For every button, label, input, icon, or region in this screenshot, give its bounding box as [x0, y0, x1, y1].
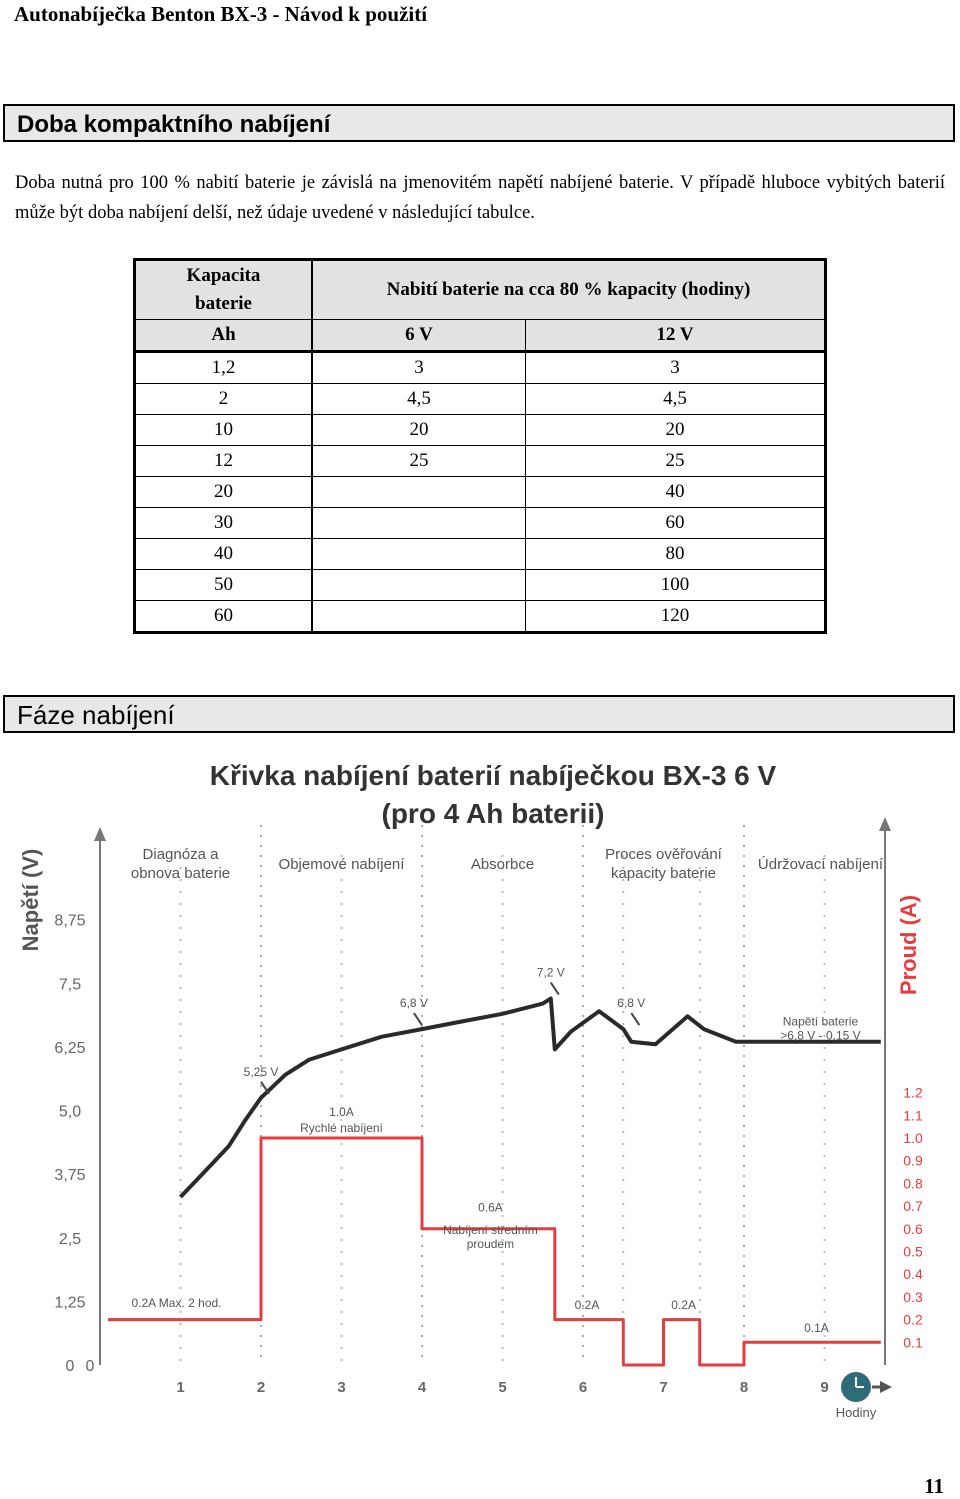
voltage-curve — [181, 999, 881, 1198]
document-title: Autonabíječka Benton BX-3 - Návod k použití — [14, 2, 428, 26]
chart-annotation: 0.6A — [478, 1200, 503, 1215]
chart-annotation: Rychlé nabíjení — [300, 1121, 383, 1135]
chart-annotation: 5,25 V — [243, 1064, 279, 1079]
cell-6v: 4,5 — [312, 384, 526, 415]
y-right-tick-label: 1.1 — [903, 1107, 923, 1124]
x-tick-label: 9 — [820, 1379, 829, 1396]
subheader-ah: Ah — [135, 320, 313, 352]
chart-annotation: 0.1A — [804, 1320, 829, 1335]
chart-subtitle: (pro 4 Ah baterii) — [381, 798, 605, 829]
x-origin-label: 0 — [85, 1358, 95, 1375]
y-right-tick-label: 0.3 — [903, 1288, 923, 1305]
y-left-tick-label: 8,75 — [54, 912, 86, 930]
y-right-tick-label: 0.2 — [903, 1311, 923, 1328]
y-axis-left-label: Napětí (V) — [18, 848, 43, 952]
y-right-tick-label: 1.0 — [903, 1130, 923, 1146]
phase-label: kapacity baterie — [610, 865, 717, 882]
table-row — [135, 539, 826, 570]
cell-12v: 25 — [526, 446, 826, 477]
x-axis-label: Hodiny — [835, 1405, 877, 1420]
cell-capacity: 2 — [135, 384, 313, 415]
phase-label: Absorbce — [470, 856, 535, 873]
table-row — [135, 352, 826, 384]
current-curve — [108, 1138, 881, 1365]
chart-annotation: >6,8 V - 0,15 V — [780, 1028, 861, 1043]
phase-label: obnova baterie — [130, 865, 231, 882]
page-number: 11 — [924, 1474, 944, 1498]
y-right-tick-label: 0.5 — [903, 1243, 923, 1260]
y-axis-right-arrow — [879, 817, 891, 831]
chart-annotation: 6,8 V — [399, 996, 428, 1011]
x-axis-arrow-head — [880, 1381, 892, 1393]
chart-annotation: Napětí baterie — [782, 1014, 859, 1029]
chart-annotation: 1.0A — [329, 1105, 354, 1120]
cell-capacity: 20 — [135, 477, 313, 508]
x-tick-label: 7 — [659, 1379, 668, 1396]
cell-6v — [312, 601, 526, 633]
phase-label: Diagnóza a — [142, 846, 219, 863]
y-left-tick-label: 7,5 — [58, 976, 82, 994]
table-row — [135, 477, 826, 508]
y-right-tick-label: 0.1 — [903, 1334, 923, 1351]
cell-capacity: 40 — [135, 539, 313, 570]
table-header-row — [135, 260, 826, 320]
cell-12v: 3 — [526, 352, 826, 384]
cell-capacity: 50 — [135, 570, 313, 601]
table-row — [135, 446, 826, 477]
table-row — [135, 570, 826, 601]
phase-label: Objemové nabíjení — [278, 856, 405, 873]
y-right-tick-label: 1.2 — [903, 1084, 923, 1101]
section-title: Fáze nabíjení — [17, 700, 175, 730]
cell-12v: 4,5 — [526, 384, 826, 415]
chart-annotation: 0.2A Max. 2 hod. — [131, 1295, 222, 1310]
header-charge: Nabití baterie na cca 80 % kapacity (hodiny) — [312, 260, 826, 320]
cell-capacity: 10 — [135, 415, 313, 446]
phase-label: Údržovací nabíjení — [757, 856, 884, 873]
chart-annotation: 6,8 V — [617, 996, 646, 1011]
cell-12v: 40 — [526, 477, 826, 508]
section-header-compact-charging — [3, 104, 955, 142]
cell-12v: 100 — [526, 570, 826, 601]
cell-6v — [312, 570, 526, 601]
annotation-arrow — [631, 1013, 639, 1025]
y-left-tick-label: 3,75 — [54, 1167, 86, 1185]
cell-capacity: 12 — [135, 446, 313, 477]
cell-6v — [312, 508, 526, 539]
chart-title: Křivka nabíjení baterií nabíječkou BX-3 6 V — [209, 760, 777, 791]
y-left-tick-label: 5,0 — [58, 1103, 82, 1121]
y-left-tick-label: 0 — [65, 1358, 75, 1375]
phase-label: Proces ověřování — [605, 846, 722, 863]
header-capacity-text: Kapacita baterie — [186, 265, 261, 314]
section-header-charging-phases — [3, 695, 955, 733]
subheader-12v: 12 V — [526, 320, 826, 352]
y-axis-left-arrow — [94, 827, 106, 841]
subheader-6v: 6 V — [312, 320, 526, 352]
cell-12v: 80 — [526, 539, 826, 570]
cell-6v: 20 — [312, 415, 526, 446]
x-tick-label: 6 — [578, 1379, 588, 1396]
y-left-tick-label: 2,5 — [58, 1230, 82, 1248]
table-row — [135, 508, 826, 539]
x-tick-label: 8 — [739, 1379, 749, 1396]
cell-12v: 60 — [526, 508, 826, 539]
y-axis-right-label: Proud (A) — [896, 894, 921, 996]
cell-6v: 3 — [312, 352, 526, 384]
y-right-tick-label: 0.7 — [903, 1198, 923, 1215]
cell-12v: 20 — [526, 415, 826, 446]
y-right-tick-label: 0.8 — [903, 1175, 923, 1192]
x-tick-label: 1 — [176, 1379, 185, 1396]
table-subheader-row — [135, 320, 826, 352]
y-right-tick-label: 0.9 — [903, 1152, 923, 1169]
table-row — [135, 601, 826, 633]
cell-capacity: 60 — [135, 601, 313, 633]
y-right-tick-label: 0.6 — [903, 1220, 923, 1237]
table-row — [135, 384, 826, 415]
chart-annotation: 0.2A — [574, 1298, 600, 1313]
annotation-arrow — [551, 983, 559, 995]
cell-6v — [312, 477, 526, 508]
y-right-tick-label: 0.4 — [903, 1266, 923, 1283]
cell-6v — [312, 539, 526, 570]
chart-annotation: 0.2A — [671, 1298, 696, 1313]
cell-capacity: 1,2 — [135, 352, 313, 384]
cell-12v: 120 — [526, 601, 826, 633]
cell-capacity: 30 — [135, 508, 313, 539]
cell-6v: 25 — [312, 446, 526, 477]
y-left-tick-label: 1,25 — [54, 1294, 86, 1312]
x-tick-label: 3 — [337, 1379, 346, 1396]
charging-time-table — [133, 258, 827, 634]
header-capacity — [135, 260, 313, 320]
y-left-tick-label: 6,25 — [54, 1039, 86, 1057]
x-tick-label: 5 — [498, 1379, 507, 1396]
chart-annotation: proudem — [466, 1237, 515, 1252]
chart-annotation: Nabíjení středním — [443, 1223, 538, 1238]
x-tick-label: 4 — [417, 1379, 427, 1396]
table-row — [135, 415, 826, 446]
annotation-arrow — [414, 1013, 422, 1025]
chart-annotation: 7,2 V — [536, 965, 565, 980]
charging-curve-chart — [0, 745, 960, 1435]
x-tick-label: 2 — [256, 1379, 266, 1396]
intro-paragraph: Doba nutná pro 100 % nabití baterie je závislá na jmenovitém napětí nabíjené baterie. V případě hluboce vybitých baterií může být doba nabíjení delší, než údaje uvedené v následující tabulce. — [15, 173, 945, 223]
section-title: Doba kompaktního nabíjení — [17, 111, 331, 138]
